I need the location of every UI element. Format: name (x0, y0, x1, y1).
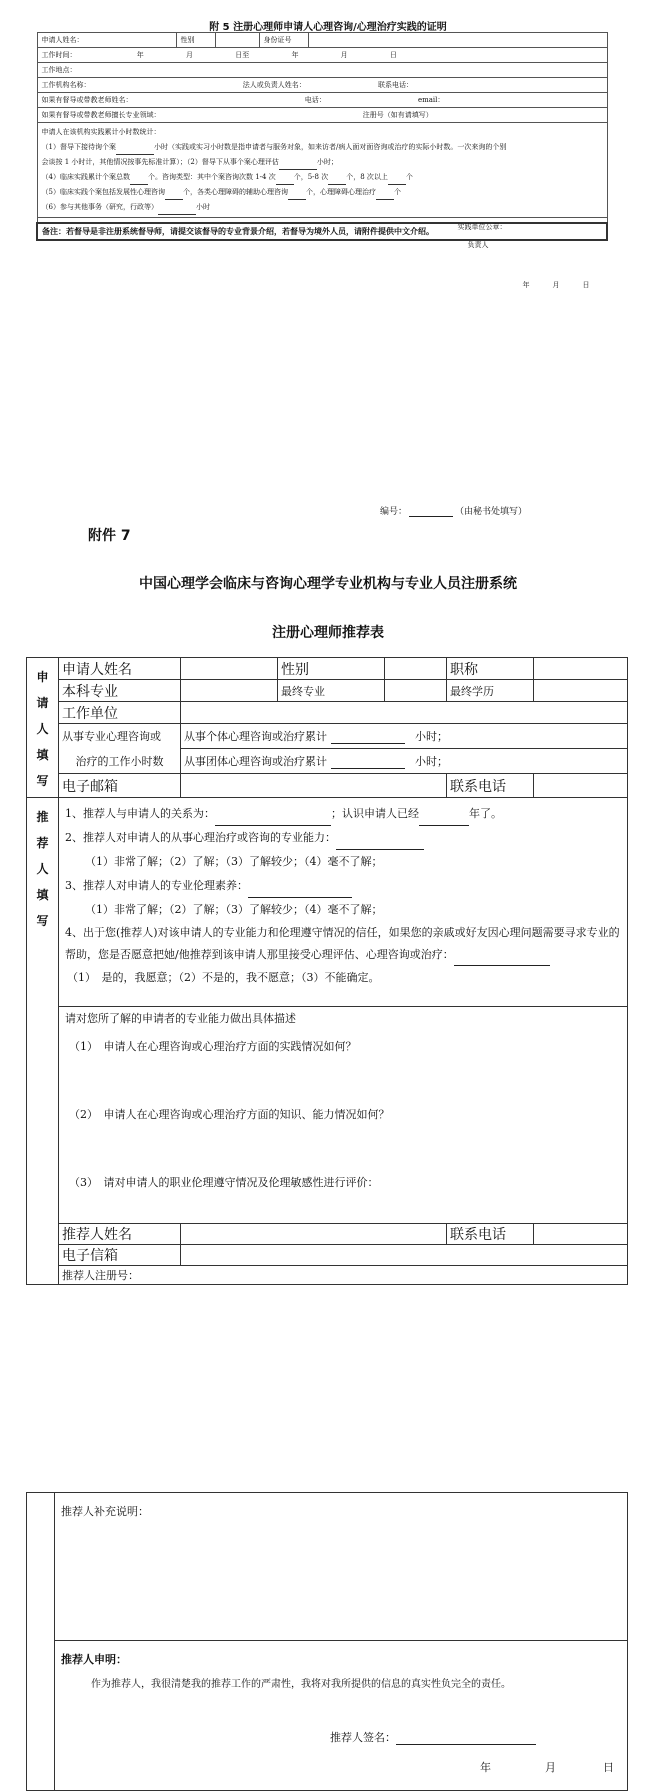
undergrad-major-label: 本科专业 (59, 680, 181, 702)
recommender-name-label: 推荐人姓名 (59, 1224, 181, 1245)
applicant-name-label: 申请人姓名： (37, 33, 176, 48)
hours-statistics[interactable]: 申请人在该机构实践累计小时数统计： （1）督导下接待询个案 小时（实践或实习小时数是指申请者与服务对象，如来访者/病人面对面咨询或治疗的实际小时数。一次来询的个别 会谈按 1 小时计，其他情况按事先标准计算）；（2）督导下从事个案心理评估 小时； （4）临床实践累计个案总数 个。咨询类型：其中个案咨询次数 1-4 次 个，5-8 次 个，8 次以上 个 （5）临床实践个案包括发展性心理咨询 个，各类心理障碍的辅助心理咨询 个，心理障碍心理治疗 个 （6）参与其他事务（研究，行政等） 小时 (37, 123, 607, 218)
supplement-area[interactable]: 推荐人补充说明： (55, 1493, 628, 1641)
work-unit-label: 工作单位 (59, 702, 181, 724)
declaration-margin (27, 1493, 55, 1791)
recommender-phone-label: 联系电话 (447, 1224, 534, 1245)
final-major-label: 最终专业 (278, 680, 385, 702)
org-title: 中国心理学会临床与咨询心理学专业机构与专业人员注册系统 (139, 576, 517, 592)
signature-line[interactable]: 推荐人签名： (330, 1729, 536, 1745)
title-field[interactable] (534, 658, 628, 680)
description-area[interactable]: 请对您所了解的申请者的专业能力做出具体描述 （1） 申请人在心理咨询或心理治疗方面的实践情况如何？ （2） 申请人在心理咨询或心理治疗方面的知识、能力情况如何？ （3） 请对申请人的职业伦理遵守情况及伦理敏感性进行评价： (59, 1007, 628, 1224)
recommender-phone-field[interactable] (534, 1224, 628, 1245)
recommender-questions[interactable]: 1、推荐人与申请人的关系为： ；认识申请人已经 年了。 2、推荐人对申请人的从事心理治疗或咨询的专业能力： （1）非常了解；（2）了解；（3）了解较少；（4）毫不了解； 3、推荐人对申请人的专业伦理素养： （1）非常了解；（2）了解；（3）了解较少；（4）毫不了解； 4、出于您(推荐人)对该申请人的专业能力和伦理遵守情况的信任，如果您的亲戚或好友因心理问题需要寻求专业的帮助，您是否愿意把她/他推荐到该申请人那里接受心理评估、心理咨询或治疗： （1） 是的，我愿意；（2）不是的，我不愿意；（3）不能确定。 (59, 798, 628, 1007)
final-degree-field[interactable] (534, 680, 628, 702)
work-place-row[interactable]: 工作地点： (37, 63, 607, 78)
undergrad-major-field[interactable] (181, 680, 278, 702)
section-recommender: 推 荐 人 填 写 (27, 798, 59, 1285)
recommender-reg-no[interactable]: 推荐人注册号： (59, 1266, 628, 1285)
final-degree-label: 最终学历 (447, 680, 534, 702)
attachment5-title: 附 5 注册心理师申请人心理咨询/心理治疗实践的证明 (209, 22, 447, 33)
declaration-area[interactable]: 推荐人申明： 作为推荐人，我很清楚我的推荐工作的严肃性，我将对我所提供的信息的真实性负完全的责任。 推荐人签名： 年 月 日 (55, 1641, 628, 1791)
title-label: 职称 (447, 658, 534, 680)
attachment5-table (36, 32, 608, 289)
section-applicant: 申 请 人 填 写 (27, 658, 59, 798)
id-no-label: 身份证号 (259, 33, 308, 48)
seal-signature-area[interactable]: 实践单位公章： 负责人 年 月 日 (37, 218, 607, 224)
applicant-name-field[interactable] (181, 658, 278, 680)
supervisor-field-row[interactable]: 如果有督导或带教老师擅长专业领域： 注册号（如有请填写） (37, 108, 607, 123)
individual-hours-row[interactable]: 从事个体心理咨询或治疗累计 小时； (181, 724, 628, 749)
applicant-name-label: 申请人姓名 (59, 658, 181, 680)
declaration-table (26, 1492, 628, 1791)
phone-field[interactable] (534, 774, 628, 798)
id-no-field[interactable] (308, 33, 607, 48)
form-title: 注册心理师推荐表 (272, 625, 384, 641)
final-major-field[interactable] (385, 680, 447, 702)
gender-field[interactable] (385, 658, 447, 680)
recommender-email-field[interactable] (181, 1245, 628, 1266)
attachment5-note: 备注：若督导是非注册系统督导师，请提交该督导的专业背景介绍，若督导为境外人员，请附件提供中文介绍。 (37, 223, 607, 240)
work-time-row[interactable]: 工作时间： 年 月 日至 年 月 日 (37, 48, 607, 63)
recommender-name-field[interactable] (181, 1224, 447, 1245)
gender-label: 性别 (176, 33, 215, 48)
recommendation-form-table (26, 657, 628, 1285)
recommender-email-label: 电子信箱 (59, 1245, 181, 1266)
phone-label: 联系电话 (447, 774, 534, 798)
hours-label-2: 治疗的工作小时数 (59, 749, 181, 774)
group-hours-row[interactable]: 从事团体心理咨询或治疗累计 小时； (181, 749, 628, 774)
email-label: 电子邮箱 (59, 774, 181, 798)
hours-label-1: 从事专业心理咨询或 (59, 724, 181, 749)
supervisor-row[interactable]: 如果有督导或带教老师姓名： 电话： email： (37, 93, 607, 108)
email-field[interactable] (181, 774, 447, 798)
org-row[interactable]: 工作机构名称： 法人或负责人姓名： 联系电话： (37, 78, 607, 93)
work-unit-field[interactable] (181, 702, 628, 724)
attachment7-label: 附件 7 (88, 528, 131, 544)
gender-label: 性别 (278, 658, 385, 680)
gender-field[interactable] (215, 33, 259, 48)
serial-number[interactable]: 编号： （由秘书处填写） (380, 507, 528, 517)
